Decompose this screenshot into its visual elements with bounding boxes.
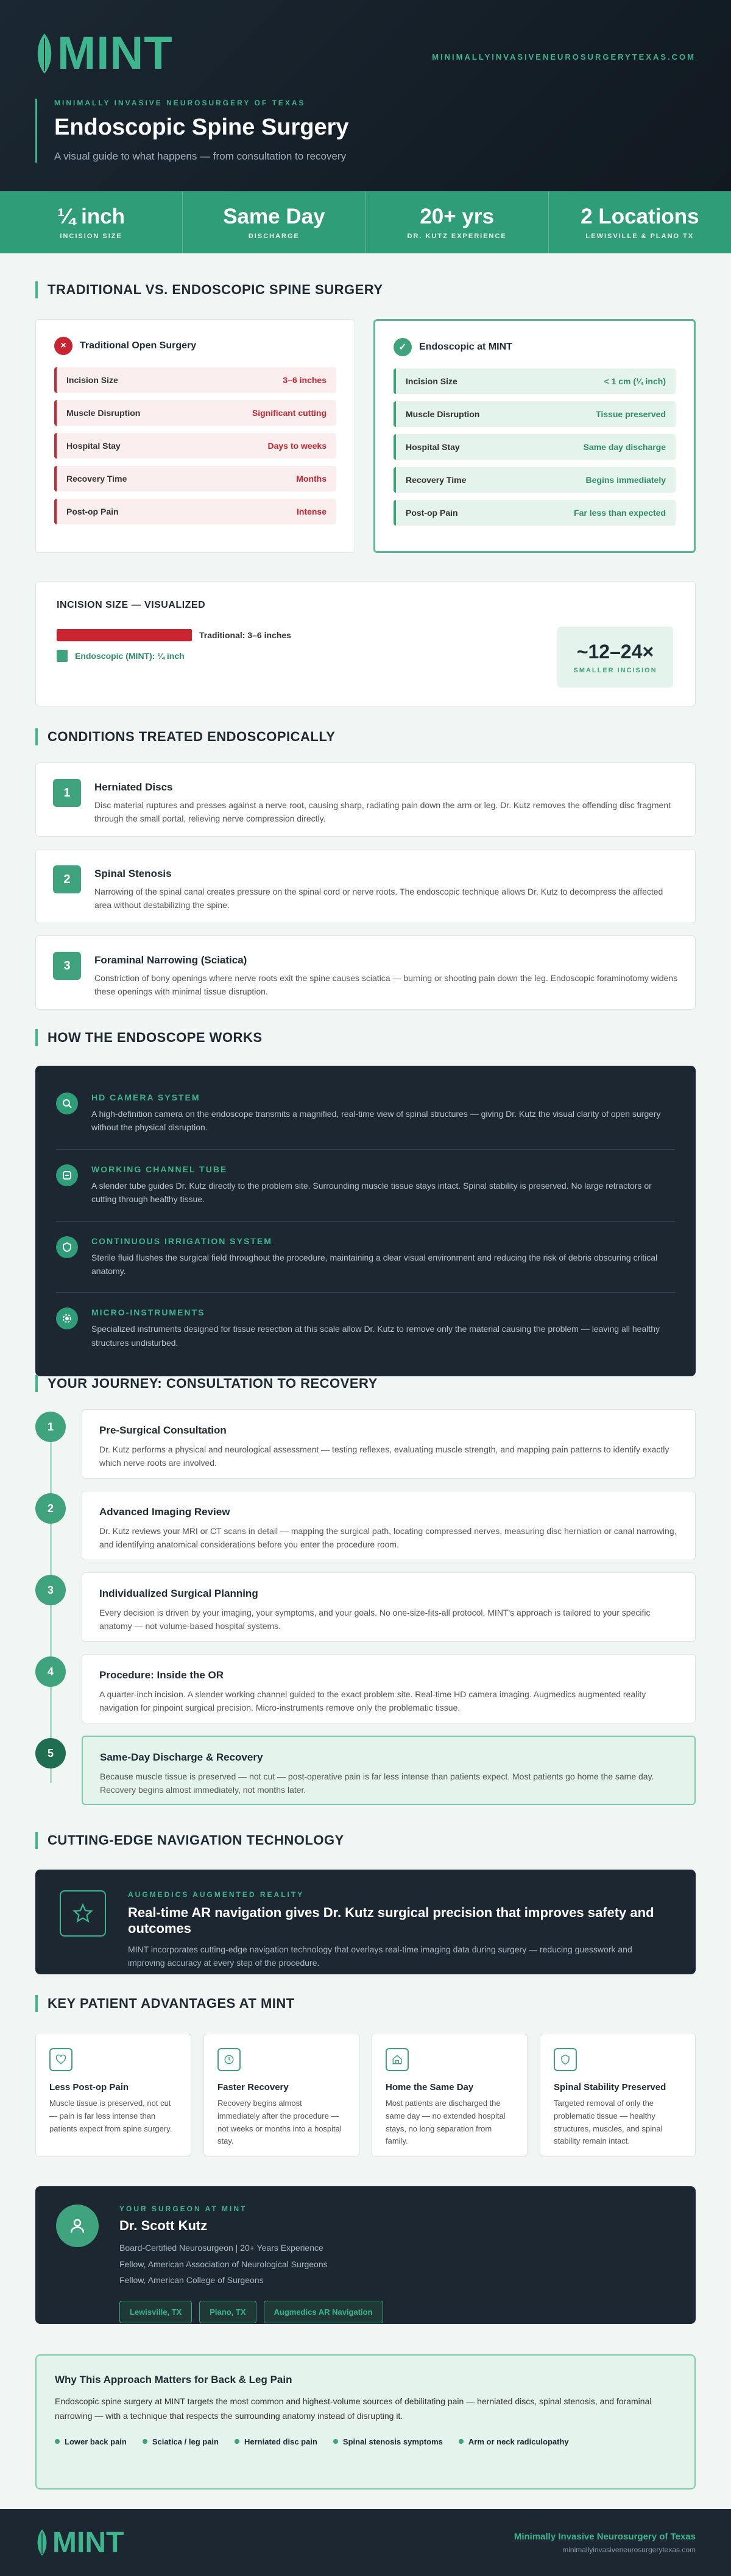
- stat-label: DR. KUTZ EXPERIENCE: [407, 233, 507, 240]
- timeline-line: [50, 1436, 52, 1783]
- traditional-bar: [57, 629, 192, 641]
- footer-name: Minimally Invasive Neurosurgery of Texas: [514, 2531, 696, 2542]
- symptom-pill: Herniated disc pain: [235, 2437, 317, 2446]
- tag-lewisville[interactable]: Lewisville, TX: [119, 2301, 192, 2323]
- advantage-card: [540, 2033, 696, 2157]
- incision-visualization: [35, 581, 696, 706]
- site-url[interactable]: MINIMALLYINVASIVENEUROSURGERYTEXAS.COM: [432, 52, 696, 62]
- step-title: Individualized Surgical Planning: [99, 1588, 258, 1599]
- section-heading: HOW THE ENDOSCOPE WORKS: [35, 1029, 696, 1046]
- condition-number: 3: [53, 952, 81, 980]
- card-title: Traditional Open Surgery: [80, 340, 197, 351]
- surgeon-name: Dr. Scott Kutz: [119, 2218, 208, 2233]
- compare-row: [54, 466, 336, 491]
- condition-card: [35, 762, 696, 837]
- footer-logo[interactable]: [35, 2526, 124, 2560]
- row-value: Intense: [296, 507, 327, 516]
- step-desc: A quarter-inch incision. A slender working channel guided to the exact problem site. Real-time HD camera imaging. Augmedics augmented reality navigation for pinpoint surgical precision. Micro-instruments remove only the problematic tissue.: [99, 1689, 646, 1713]
- compare-row: [394, 467, 676, 493]
- row-key: Post-op Pain: [406, 508, 458, 518]
- ar-eyebrow: AUGMEDICS AUGMENTED REALITY: [128, 1890, 305, 1899]
- camera-icon: [56, 1093, 78, 1114]
- condition-desc: Constriction of bony openings where nerve roots exit the spine causes sciatica — burning or shooting pain down the leg. Endoscopic foraminotomy widens these openings with minimal tissue disruption.: [94, 973, 678, 997]
- section-heading: CONDITIONS TREATED ENDOSCOPICALLY: [35, 728, 696, 745]
- stats-bar: [0, 191, 731, 253]
- why-section: [35, 2354, 696, 2490]
- condition-title: Spinal Stenosis: [94, 868, 172, 879]
- step-title: Same-Day Discharge & Recovery: [100, 1751, 263, 1763]
- step-number: 2: [35, 1493, 66, 1524]
- mint-label: Endoscopic (MINT): ¼ inch: [75, 651, 185, 661]
- gear-icon: [56, 1307, 78, 1329]
- surgeon-card: [35, 2186, 696, 2324]
- section-heading: KEY PATIENT ADVANTAGES AT MINT: [35, 1995, 696, 2012]
- advantage-desc: Most patients are discharged the same day — no extended hospital stays, no long separation from family.: [386, 2099, 506, 2146]
- condition-title: Herniated Discs: [94, 781, 173, 793]
- stat-label: DISCHARGE: [248, 233, 300, 240]
- compare-row: [394, 401, 676, 427]
- feature-title: HD CAMERA SYSTEM: [91, 1093, 200, 1102]
- row-key: Hospital Stay: [66, 441, 121, 451]
- mint-logo[interactable]: [35, 27, 173, 79]
- row-value: < 1 cm (¼ inch): [604, 376, 666, 386]
- compare-row: [394, 434, 676, 460]
- step-number: 4: [35, 1656, 66, 1687]
- stat-value: Same Day: [223, 205, 325, 228]
- symptom-pill: Sciatica / leg pain: [143, 2437, 219, 2446]
- journey-step: [35, 1736, 696, 1805]
- hero-subtitle: A visual guide to what happens — from consultation to recovery: [54, 150, 347, 162]
- feature-item: [56, 1293, 675, 1364]
- ar-panel: [35, 1870, 696, 1974]
- row-value: Far less than expected: [574, 508, 666, 518]
- row-key: Incision Size: [406, 376, 457, 386]
- viz-title: INCISION SIZE — VISUALIZED: [57, 600, 206, 610]
- compare-row: [54, 433, 336, 459]
- conditions-section: [35, 728, 696, 1010]
- clock-icon: [217, 2048, 241, 2071]
- surgeon-eyebrow: YOUR SURGEON AT MINT: [119, 2205, 247, 2213]
- mint-bar: [57, 650, 68, 662]
- leaf-icon: [35, 2528, 49, 2557]
- step-title: Procedure: Inside the OR: [99, 1669, 224, 1681]
- feature-desc: Specialized instruments designed for tissue resection at this scale allow Dr. Kutz to remove only the material causing the problem — leaving all healthy structures undisturbed.: [91, 1324, 660, 1348]
- stat-label: LEWISVILLE & PLANO TX: [585, 233, 694, 240]
- symptom-pill: Lower back pain: [55, 2437, 127, 2446]
- compare-row: [54, 400, 336, 426]
- feature-desc: A slender tube guides Dr. Kutz directly to the problem site. Surrounding muscle tissue stays intact. Spinal stability is preserved. No large retractors or cutting through healthy tissue.: [91, 1180, 652, 1205]
- stat: [366, 191, 549, 253]
- footer: [0, 2509, 731, 2576]
- step-number: 1: [35, 1412, 66, 1442]
- advantage-card: [372, 2033, 528, 2157]
- journey-section: [35, 1375, 696, 1805]
- compare-row: [54, 499, 336, 524]
- feature-desc: A high-definition camera on the endoscope transmits a magnified, real-time view of spinal structures — giving Dr. Kutz the visual clarity of open surgery without the physical disruption.: [91, 1109, 661, 1133]
- endoscope-panel: [35, 1066, 696, 1376]
- ratio-box: [557, 627, 673, 688]
- page-title: Endoscopic Spine Surgery: [54, 114, 349, 140]
- row-key: Muscle Disruption: [66, 408, 141, 418]
- compare-row: [54, 367, 336, 393]
- hero-eyebrow: MINIMALLY INVASIVE NEUROSURGERY OF TEXAS: [54, 99, 306, 107]
- surgeon-fellowship: Fellow, American College of Surgeons: [119, 2275, 264, 2286]
- row-value: Same day discharge: [583, 442, 666, 452]
- row-key: Post-op Pain: [66, 507, 119, 516]
- stat: [549, 191, 731, 253]
- tag-augmedics[interactable]: Augmedics AR Navigation: [264, 2301, 383, 2323]
- hero: [0, 0, 731, 191]
- compare-row: [394, 368, 676, 394]
- step-desc: Because muscle tissue is preserved — not cut — post-operative pain is far less intense than patients expect. Most patients go home the same day. Recovery begins almost immediately, not months later.: [100, 1772, 654, 1795]
- tag-plano[interactable]: Plano, TX: [199, 2301, 256, 2323]
- row-value: Begins immediately: [585, 475, 666, 485]
- journey-step: [35, 1491, 696, 1560]
- row-value: Months: [296, 474, 327, 484]
- section-heading: CUTTING-EDGE NAVIGATION TECHNOLOGY: [35, 1832, 696, 1849]
- journey-step: [35, 1572, 696, 1642]
- feature-title: MICRO-INSTRUMENTS: [91, 1307, 205, 1318]
- row-value: Tissue preserved: [596, 409, 666, 419]
- symptom-pill: Spinal stenosis symptoms: [333, 2437, 443, 2446]
- footer-logo-text: MINT: [52, 2526, 124, 2559]
- ratio-label: SMALLER INCISION: [573, 666, 657, 674]
- journey-step: [35, 1409, 696, 1479]
- advantage-desc: Targeted removal of only the problematic tissue — healthy structures, muscles, and spinal stability remain intact.: [554, 2099, 663, 2146]
- condition-number: 1: [53, 779, 81, 807]
- row-key: Recovery Time: [406, 475, 467, 485]
- condition-desc: Narrowing of the spinal canal creates pressure on the spinal cord or nerve roots. The endoscopic technique allows Dr. Kutz to decompress the affected area without destabilizing the spine.: [94, 887, 663, 910]
- section-heading: YOUR JOURNEY: CONSULTATION TO RECOVERY: [35, 1375, 696, 1392]
- endoscope-section: [35, 1029, 696, 1376]
- check-icon: ✓: [394, 338, 412, 356]
- step-desc: Every decision is driven by your imaging, your symptoms, and your goals. No one-size-fits-all protocol. MINT's approach is tailored to your specific anatomy — not volume-based hospital systems.: [99, 1608, 651, 1631]
- advantage-title: Less Post-op Pain: [49, 2082, 129, 2092]
- navigation-section: [35, 1832, 696, 1974]
- advantage-card: [203, 2033, 359, 2157]
- ar-desc: MINT incorporates cutting-edge navigation technology that overlays real-time imaging data during surgery — reducing guesswork and improving accuracy at every step of the procedure.: [128, 1944, 632, 1968]
- ar-title: Real-time AR navigation gives Dr. Kutz surgical precision that improves safety and outcomes: [128, 1905, 654, 1936]
- surgeon-credential: Board-Certified Neurosurgeon | 20+ Years Experience: [119, 2243, 323, 2253]
- condition-card: [35, 935, 696, 1010]
- row-key: Recovery Time: [66, 474, 127, 484]
- logo-text: MINT: [57, 27, 173, 79]
- advantage-desc: Recovery begins almost immediately after the procedure — not weeks or months into a hospital stay.: [217, 2099, 342, 2146]
- advantage-desc: Muscle tissue is preserved, not cut — pain is far less intense than patients expect from spine surgery.: [49, 2099, 172, 2133]
- row-key: Incision Size: [66, 375, 118, 385]
- why-panel: [35, 2354, 696, 2490]
- condition-card: [35, 849, 696, 923]
- advantages-section: [35, 1995, 696, 2157]
- feature-title: WORKING CHANNEL TUBE: [91, 1164, 228, 1174]
- advantage-title: Faster Recovery: [217, 2082, 289, 2092]
- feature-item: [56, 1078, 675, 1150]
- step-title: Pre-Surgical Consultation: [99, 1424, 227, 1436]
- step-desc: Dr. Kutz performs a physical and neurological assessment — testing reflexes, evaluating muscle strength, and mapping pain patterns to identify exactly which nerve roots are involved.: [99, 1445, 669, 1468]
- heart-icon: [49, 2048, 72, 2071]
- symptom-pill: Arm or neck radiculopathy: [459, 2437, 569, 2446]
- stat-label: INCISION SIZE: [60, 233, 122, 240]
- step-desc: Dr. Kutz reviews your MRI or CT scans in detail — mapping the surgical path, locating compressed nerves, measuring disc herniation or canal narrowing, and identifying anatomical considerations before you enter the procedure room.: [99, 1526, 677, 1550]
- shield-icon: [554, 2048, 577, 2071]
- traditional-label: Traditional: 3–6 inches: [199, 630, 291, 640]
- advantage-title: Home the Same Day: [386, 2082, 474, 2092]
- surgeon-fellowship: Fellow, American Association of Neurological Surgeons: [119, 2259, 328, 2269]
- advantage-card: [35, 2033, 191, 2157]
- step-number: 3: [35, 1575, 66, 1605]
- surgeon-section: [35, 2186, 696, 2324]
- advantage-title: Spinal Stability Preserved: [554, 2082, 666, 2092]
- shield-icon: [56, 1236, 78, 1258]
- stat: [0, 191, 183, 253]
- home-icon: [386, 2048, 409, 2071]
- x-icon: ×: [54, 337, 72, 355]
- leaf-icon: [35, 32, 54, 75]
- row-key: Muscle Disruption: [406, 409, 480, 419]
- feature-desc: Sterile fluid flushes the surgical field throughout the procedure, maintaining a clear visual environment and reducing the risk of debris obscuring critical anatomy.: [91, 1252, 658, 1276]
- ratio-value: ~12–24×: [576, 640, 654, 663]
- stat-value: 20+ yrs: [420, 205, 494, 228]
- row-value: Days to weeks: [267, 441, 327, 451]
- feature-item: [56, 1150, 675, 1222]
- comparison-section: [35, 281, 696, 706]
- traditional-card: [35, 319, 355, 553]
- stat: [183, 191, 366, 253]
- row-key: Hospital Stay: [406, 442, 460, 452]
- stat-value: 2 Locations: [581, 205, 699, 228]
- condition-desc: Disc material ruptures and presses against a nerve root, causing sharp, radiating pain down the arm or leg. Dr. Kutz removes the offending disc fragment through the small portal, relieving nerve compression directly.: [94, 800, 671, 824]
- step-number: 5: [35, 1738, 66, 1768]
- card-title: Endoscopic at MINT: [419, 342, 512, 352]
- tube-icon: [56, 1164, 78, 1186]
- condition-number: 2: [53, 865, 81, 893]
- row-value: Significant cutting: [252, 408, 327, 418]
- compare-row: [394, 500, 676, 526]
- why-title: Why This Approach Matters for Back & Leg Pain: [55, 2374, 292, 2385]
- section-heading: TRADITIONAL VS. ENDOSCOPIC SPINE SURGERY: [35, 281, 696, 298]
- avatar: [56, 2205, 99, 2247]
- footer-url[interactable]: minimallyinvasiveneurosurgerytexas.com: [562, 2545, 696, 2554]
- step-title: Advanced Imaging Review: [99, 1506, 230, 1518]
- feature-title: CONTINUOUS IRRIGATION SYSTEM: [91, 1236, 272, 1246]
- why-desc: Endoscopic spine surgery at MINT targets the most common and highest-volume sources of debilitating pain — herniated discs, spinal stenosis, and foraminal narrowing — with a technique that respects the surrounding anatomy instead of disrupting it.: [55, 2396, 652, 2421]
- journey-step: [35, 1654, 696, 1723]
- row-value: 3–6 inches: [283, 375, 327, 385]
- star-icon: [60, 1890, 106, 1937]
- condition-title: Foraminal Narrowing (Sciatica): [94, 954, 247, 966]
- feature-item: [56, 1222, 675, 1293]
- mint-card: [373, 319, 696, 553]
- stat-value: ¼ inch: [57, 205, 125, 228]
